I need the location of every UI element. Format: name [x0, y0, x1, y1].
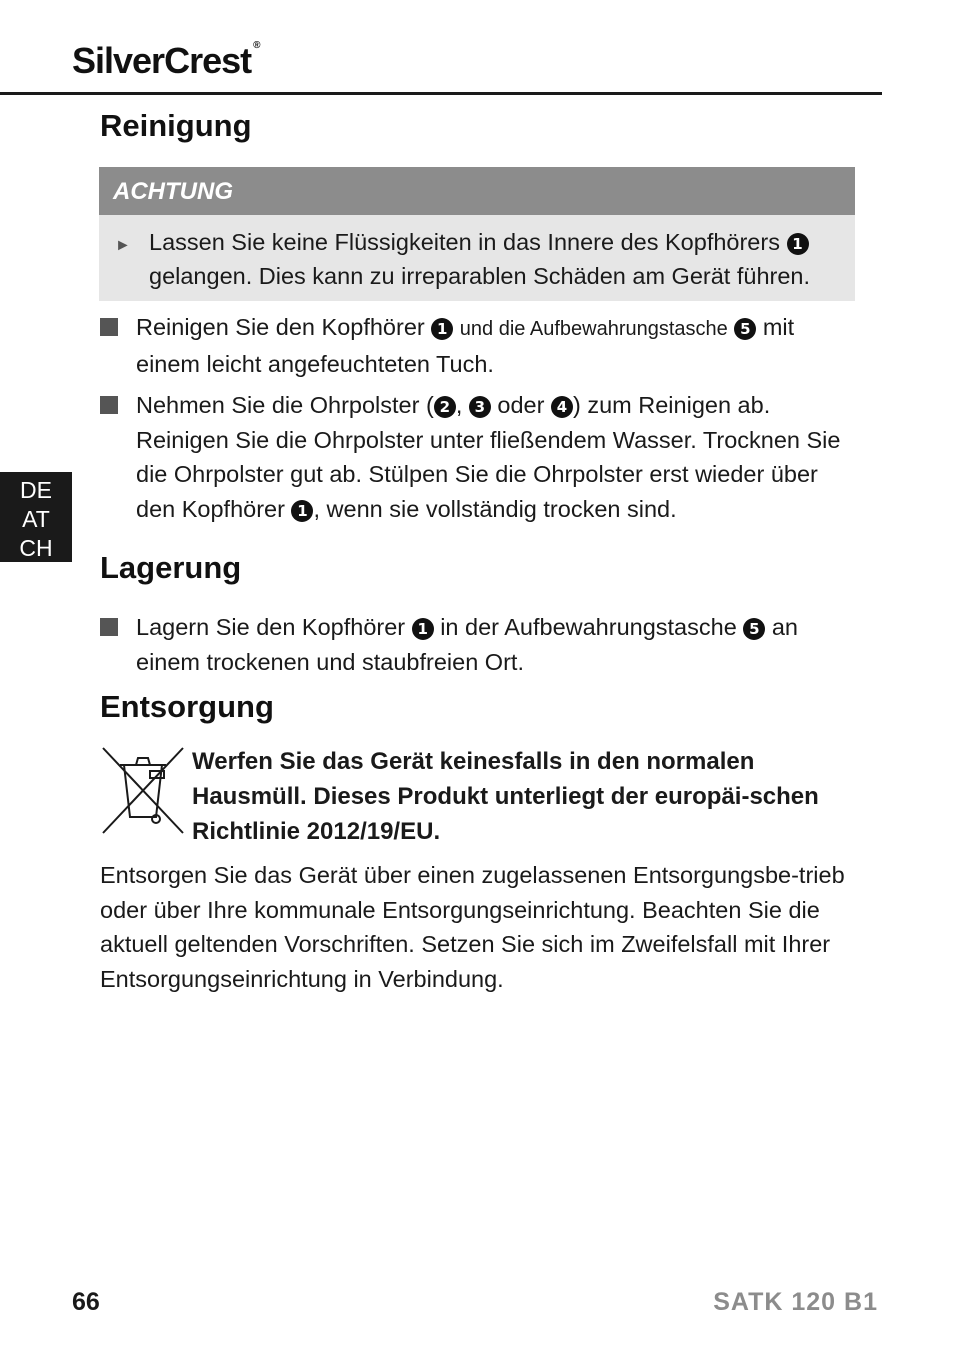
- crossed-out-wheelie-bin-icon: [100, 745, 186, 837]
- part-ref-1: 1: [431, 318, 453, 340]
- warning-box: [99, 167, 855, 301]
- disposal-paragraph: Entsorgen Sie das Gerät über einen zugelassenen Entsorgungsbe-trieb oder über Ihre kommunale Entsorgungseinrichtung. Beachten Sie die aktuell geltenden Vorschriften. Setzen Sie sich im Zweifelsfall mit Ihrer Entsorgungseinrichtung in Verbindung.: [100, 862, 845, 992]
- list-item: Lagern Sie den Kopfhörer 1 in der Aufbewahrungstasche 5 an einem trockenen und staubfreien Ort.: [136, 614, 798, 675]
- warning-heading: ACHTUNG: [99, 167, 855, 215]
- part-ref-4: 4: [551, 396, 573, 418]
- part-ref-5: 5: [743, 618, 765, 640]
- section-title-lagerung: Lagerung: [100, 550, 242, 585]
- language-tab: DE AT CH: [0, 472, 72, 562]
- page-number: 66: [72, 1288, 100, 1316]
- square-bullet-icon: [100, 618, 118, 636]
- section-title-reinigung: Reinigung: [100, 108, 252, 143]
- section-title-entsorgung: Entsorgung: [100, 689, 274, 724]
- part-ref-1: 1: [787, 233, 809, 255]
- warning-text: ► Lassen Sie keine Flüssigkeiten in das Innere des Kopfhörers 1 gelangen. Dies kann zu irreparablen Schäden am Gerät führen.: [115, 229, 811, 289]
- model-number: SATK 120 B1: [713, 1288, 878, 1316]
- arrow-bullet-icon: ►: [115, 237, 131, 254]
- part-ref-1: 1: [412, 618, 434, 640]
- part-ref-2: 2: [434, 396, 456, 418]
- part-ref-5: 5: [734, 318, 756, 340]
- list-item: Nehmen Sie die Ohrpolster ( 2 , 3 oder 4 ) zum Reinigen ab. Reinigen Sie die Ohrpolster unter fließendem Wasser. Trocknen Sie die Ohrpolster gut ab. Stülpen Sie die Ohrpolster erst wieder über den Kopfhörer 1 , wenn sie vollständig trocken sind.: [136, 392, 841, 522]
- brand-logo: SilverCrest ®: [72, 40, 260, 81]
- square-bullet-icon: [100, 396, 118, 414]
- part-ref-3: 3: [469, 396, 491, 418]
- square-bullet-icon: [100, 318, 118, 336]
- disposal-warning: Werfen Sie das Gerät keinesfalls in den normalen Hausmüll. Dieses Produkt unterliegt der europäi-schen Richtlinie 2012/19/EU.: [192, 748, 819, 845]
- list-item: Reinigen Sie den Kopfhörer 1 und die Aufbewahrungstasche 5 mit einem leicht angefeuchteten Tuch.: [136, 314, 795, 377]
- header-rule: [0, 92, 882, 95]
- part-ref-1: 1: [291, 500, 313, 522]
